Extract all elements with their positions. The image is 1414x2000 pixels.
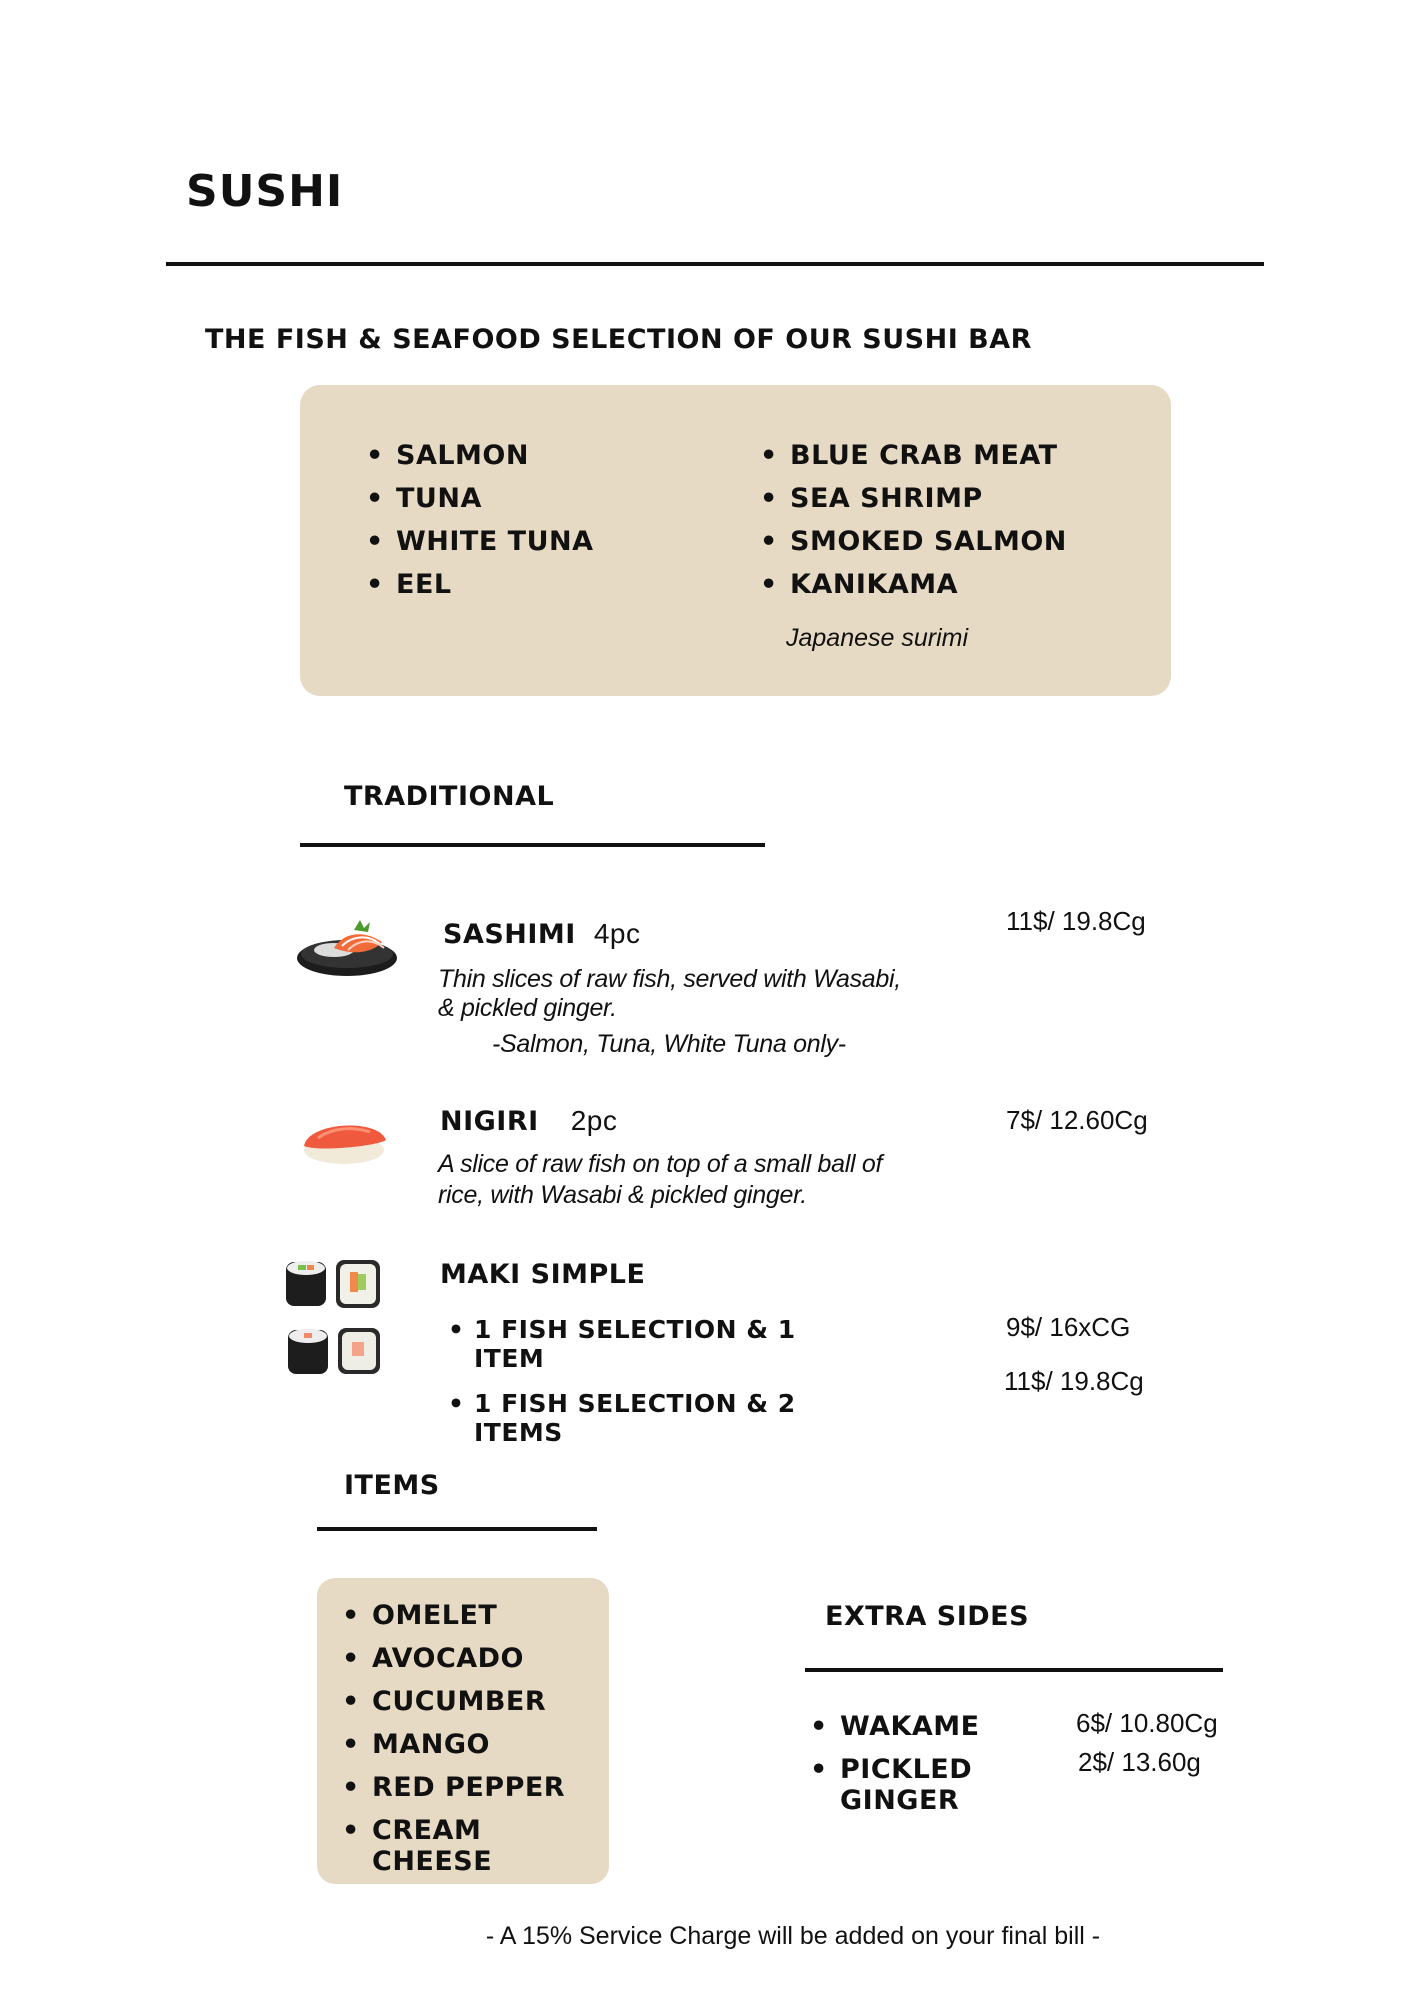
traditional-heading: TRADITIONAL [344, 781, 555, 812]
nigiri-desc-line2: rice, with Wasabi & pickled ginger. [438, 1181, 807, 1209]
item-entry: • CREAM CHEESE [342, 1815, 602, 1877]
extra-side-price: 2$/ 13.60g [1078, 1747, 1201, 1777]
maki-option-price: 9$/ 16xCG [1006, 1312, 1131, 1342]
fish-list-right [760, 440, 1160, 600]
traditional-divider [300, 843, 765, 847]
maki-options [448, 1315, 848, 1447]
fish-item: • SALMON [366, 440, 686, 471]
nigiri-image [298, 1112, 390, 1170]
nigiri-title [440, 1105, 617, 1137]
fish-item: • SMOKED SALMON [760, 526, 1160, 557]
item-entry: • MANGO [342, 1729, 602, 1760]
nigiri-qty: 2pc [570, 1105, 618, 1136]
maki-rolls-image [284, 1258, 388, 1380]
fish-item: • TUNA [366, 483, 686, 514]
sashimi-price: 11$/ 19.8Cg [1006, 906, 1146, 936]
sashimi-desc-line3: -Salmon, Tuna, White Tuna only- [492, 1030, 846, 1058]
sashimi-qty: 4pc [593, 918, 641, 949]
extra-sides-list [810, 1711, 1070, 1816]
items-heading: ITEMS [344, 1470, 440, 1501]
extra-side-entry: • WAKAME [810, 1711, 1070, 1742]
fish-list-left [366, 440, 686, 600]
nigiri-price: 7$/ 12.60Cg [1006, 1105, 1148, 1135]
service-charge-note: - A 15% Service Charge will be added on your final bill - [485, 1922, 1101, 1950]
sashimi-title [443, 918, 641, 950]
maki-option-price: 11$/ 19.8Cg [1004, 1366, 1144, 1396]
maki-name: MAKI SIMPLE [440, 1259, 646, 1290]
page-title: SUSHI [186, 166, 344, 217]
fish-item: • SEA SHRIMP [760, 483, 1160, 514]
maki-option: • 1 FISH SELECTION & 1 ITEM [448, 1315, 848, 1373]
item-entry: • RED PEPPER [342, 1772, 602, 1803]
kanikama-note: Japanese surimi [786, 624, 969, 652]
fish-item: • EEL [366, 569, 686, 600]
title-divider [166, 262, 1264, 266]
fish-item: • KANIKAMA [760, 569, 1160, 600]
sashimi-plate-image [294, 912, 400, 982]
extra-sides-heading: EXTRA SIDES [825, 1601, 1030, 1632]
extra-side-entry: • PICKLED GINGER [810, 1754, 1070, 1816]
items-list [342, 1600, 602, 1877]
nigiri-desc-line1: A slice of raw fish on top of a small ball of [438, 1150, 883, 1178]
items-divider [317, 1527, 597, 1531]
item-entry: • OMELET [342, 1600, 602, 1631]
sashimi-desc-line1: Thin slices of raw fish, served with Wasabi, [438, 965, 901, 993]
maki-option: • 1 FISH SELECTION & 2 ITEMS [448, 1389, 848, 1447]
sashimi-desc-line2: & pickled ginger. [438, 994, 617, 1022]
extra-side-price: 6$/ 10.80Cg [1076, 1708, 1218, 1738]
selection-heading: THE FISH & SEAFOOD SELECTION OF OUR SUSHI BAR [205, 324, 1032, 355]
fish-item: • BLUE CRAB MEAT [760, 440, 1160, 471]
item-entry: • CUCUMBER [342, 1686, 602, 1717]
fish-item: • WHITE TUNA [366, 526, 686, 557]
nigiri-name: NIGIRI [440, 1106, 539, 1137]
item-entry: • AVOCADO [342, 1643, 602, 1674]
extra-sides-divider [805, 1668, 1223, 1672]
sashimi-name: SASHIMI [443, 919, 576, 950]
